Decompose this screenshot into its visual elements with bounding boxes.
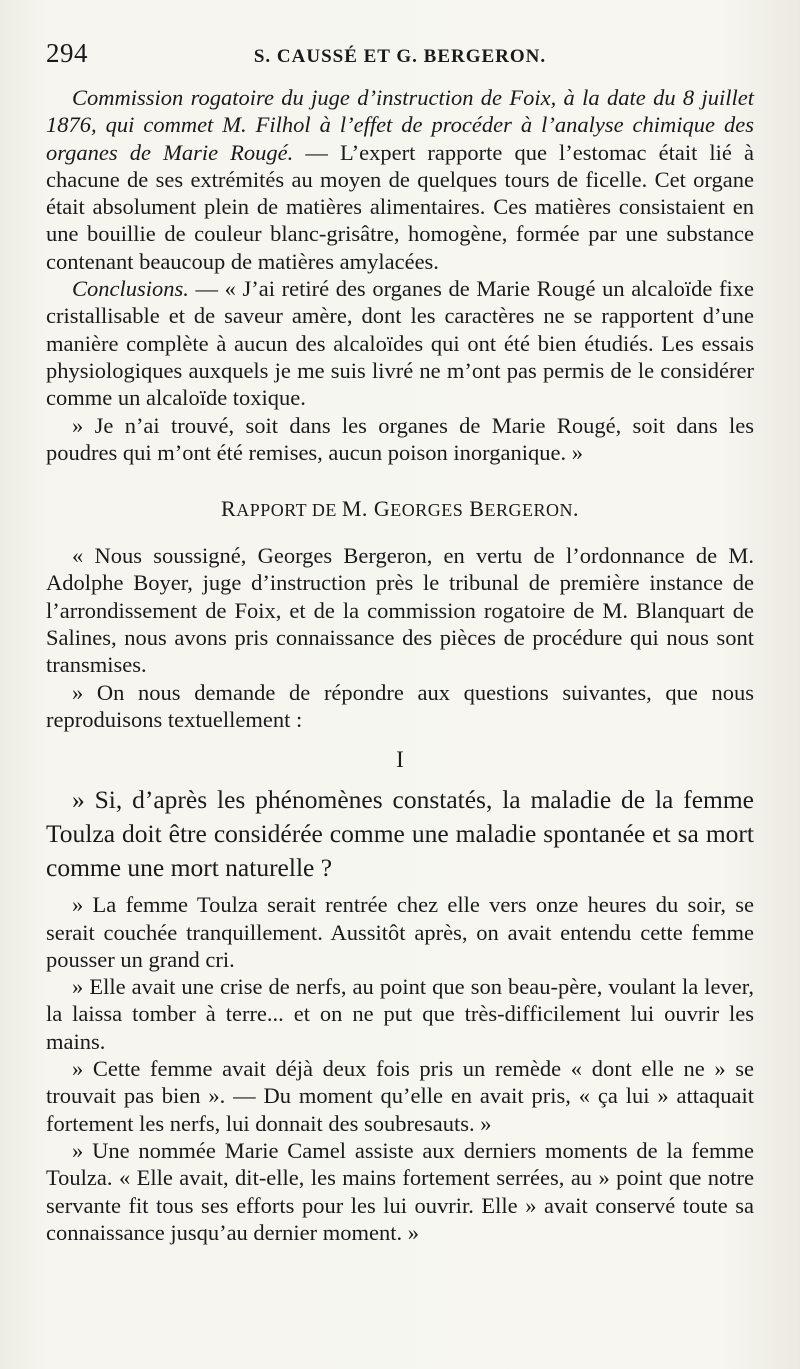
page-number: 294 [46, 38, 88, 68]
page-body [46, 84, 754, 1246]
paragraph-femme-toulza: » La femme Toulza serait rentrée chez elle vers onze heures du soir, se serait couchée tranquillement. Aussitôt après, on avait entendu cette femme pousser un grand cri. [46, 892, 754, 972]
paragraph-no-poison: » Je n’ai trouvé, soit dans les organes de Marie Rougé, soit dans les poudres qui m’ont été remises, aucun poison inorganique. » [46, 412, 754, 465]
commission-heading: Commission rogatoire du juge d’instruction de Foix, à la date du 8 juillet 1876, qui commet M. Filhol à l’effet de procéder à l’analyse chimique des organes de Marie Rougé. [46, 85, 754, 165]
commission-text: — L’expert rapporte que l’estomac était lié à chacune de ses extrémités au moyen de quelques tours de ficelle. Cet organe était absolument plein de matières alimentaires. Ces matières consistaient en une bouillie de couleur blanc-grisâtre, homogène, formée par une substance contenant beaucoup de matières amylacées. [46, 139, 754, 274]
conclusions-heading: Conclusions. [72, 276, 189, 302]
paragraph-conclusions [46, 275, 754, 411]
question-text: » Si, d’après les phénomènes constatés, la maladie de la femme Toulza doit être considérée comme une maladie spontanée et sa mort comme une mort naturelle ? [46, 785, 754, 883]
paragraph-marie-camel: » Une nommée Marie Camel assiste aux derniers moments de la femme Toulza. « Elle avait, dit-elle, les mains fortement serrées, au » point que notre servante fit tous ses efforts pour les lui ouvrir. Elle » avait conservé toute sa connaissance jusqu’au dernier moment. » [46, 1137, 754, 1245]
running-head: S. CAUSSÉ ET G. BERGERON. [253, 46, 547, 67]
page-header [46, 38, 754, 72]
paragraph-crise-de-nerfs: » Elle avait une crise de nerfs, au point que son beau-père, voulant la lever, la laissa tomber à terre... et on ne put que très-difficilement lui ouvrir les mains. [46, 974, 754, 1054]
paragraph-soussigne: « Nous soussigné, Georges Bergeron, en vertu de l’ordonnance de M. Adolphe Boyer, juge d’instruction près le tribunal de première instance de l’arrondissement de Foix, et de la commission rogatoire de M. Blanquart de Salines, nous avons pris connaissance des pièces de procédure qui nous sont transmises. [46, 543, 754, 678]
question-number: I [396, 747, 404, 773]
conclusions-text: — « J’ai retiré des organes de Marie Rougé un alcaloïde fixe cristallisable et de saveur amère, dont les caractères ne se rapportent d’une manière complète à aucun des alcaloïdes qui ont été bien étudiés. Les essais physiologiques auxquels je me suis livré ne m’ont pas permis de le considérer comme un alcaloïde toxique. [46, 276, 754, 411]
paragraph-questions-intro: » On nous demande de répondre aux questions suivantes, que nous reproduisons textuellement : [46, 679, 754, 732]
paragraph-commission [46, 84, 754, 275]
paragraph-remede: » Cette femme avait déjà deux fois pris un remède « dont elle ne » se trouvait pas bien ». — Du moment qu’elle en avait pris, « ça lui » attaquait fortement les nerfs, lui donnait des soubresauts. » [46, 1056, 754, 1136]
section-title: RAPPORT DE M. GEORGES BERGERON. [221, 496, 579, 522]
